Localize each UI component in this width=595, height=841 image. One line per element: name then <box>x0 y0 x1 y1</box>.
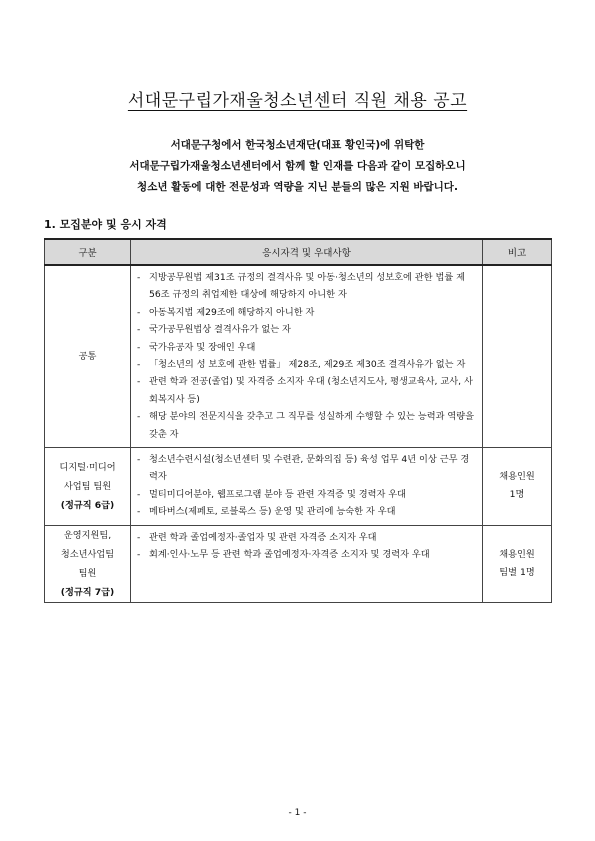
qualification-text: 아동복지법 제29조에 해당하지 아니한 자 <box>149 306 315 318</box>
qualification-item <box>137 339 476 356</box>
qualification-text: 국가공무원법상 결격사유가 없는 자 <box>149 324 291 336</box>
qualification-list <box>137 269 476 443</box>
qualifications-cell <box>131 448 483 526</box>
table-row <box>45 265 552 448</box>
qualification-list <box>137 451 476 521</box>
dash-bullet-icon: - <box>137 411 141 423</box>
header-note: 비고 <box>483 239 552 265</box>
qualification-item <box>137 304 476 321</box>
intro-line: 청소년 활동에 대한 전문성과 역량을 지닌 분들의 많은 지원 바랍니다. <box>137 181 458 193</box>
header-qualifications: 응시자격 및 우대사항 <box>131 239 483 265</box>
note-line: 채용인원 <box>499 471 535 483</box>
dash-bullet-icon: - <box>137 324 141 336</box>
qualification-item <box>137 321 476 338</box>
note-cell <box>483 265 552 448</box>
qualification-item <box>137 356 476 373</box>
qualification-item <box>137 529 476 546</box>
category-cell <box>45 448 131 526</box>
qualifications-cell <box>131 525 483 602</box>
recruitment-table <box>44 238 552 603</box>
grade-label: (정규직 7급) <box>60 586 115 598</box>
note-line: 채용인원 <box>499 548 535 560</box>
intro-paragraph <box>0 135 595 198</box>
category-line: 운영지원팀, <box>63 529 112 541</box>
header-category: 구분 <box>45 239 131 265</box>
qualifications-cell <box>131 265 483 448</box>
note-line: 팀별 1명 <box>499 566 535 578</box>
category-cell <box>45 265 131 448</box>
category-line: 청소년사업팀 <box>60 548 115 560</box>
dash-bullet-icon: - <box>137 488 141 500</box>
dash-bullet-icon: - <box>137 549 141 561</box>
category-line: 팀원 <box>78 567 97 579</box>
dash-bullet-icon: - <box>137 506 141 518</box>
document-title-text: 서대문구립가재울청소년센터 직원 채용 공고 <box>127 91 468 111</box>
qualification-text: 청소년수련시설(청소년센터 및 수련관, 문화의집 등) 육성 업무 4년 이상 근무 경력자 <box>149 454 470 483</box>
table-header-row <box>45 239 552 265</box>
dash-bullet-icon: - <box>137 306 141 318</box>
qualification-item <box>137 269 476 304</box>
dash-bullet-icon: - <box>137 272 141 283</box>
intro-line: 서대문구청에서 한국청소년재단(대표 황인국)에 위탁한 <box>170 139 425 151</box>
qualification-text: 관련 학과 졸업예정자·졸업자 및 관련 자격증 소지자 우대 <box>149 531 377 543</box>
qualification-text: 관련 학과 전공(졸업) 및 자격증 소지자 우대 (청소년지도사, 평생교육사, 교사, 사회복지사 등) <box>149 376 473 405</box>
dash-bullet-icon: - <box>137 454 141 466</box>
qualification-item <box>137 408 476 443</box>
table-row <box>45 448 552 526</box>
dash-bullet-icon: - <box>137 376 141 388</box>
grade-label: (정규직 6급) <box>60 499 115 511</box>
note-line: 1명 <box>509 489 525 501</box>
qualification-list <box>137 529 476 564</box>
note-cell <box>483 525 552 602</box>
qualification-text: 회계·인사·노무 등 관련 학과 졸업예정자·자격증 소지자 및 경력자 우대 <box>149 549 430 561</box>
table-row <box>45 525 552 602</box>
category-cell <box>45 525 131 602</box>
qualification-item <box>137 451 476 486</box>
qualification-item <box>137 503 476 520</box>
category-line: 공통 <box>78 351 97 363</box>
category-line: 사업팀 팀원 <box>63 480 112 492</box>
qualification-item <box>137 546 476 563</box>
qualification-item <box>137 373 476 408</box>
qualification-text: 멀티미디어분야, 웹프로그램 분야 등 관련 자격증 및 경력자 우대 <box>149 488 407 500</box>
dash-bullet-icon: - <box>137 531 141 543</box>
section-heading: 1. 모집분야 및 응시 자격 <box>44 218 167 231</box>
qualification-item <box>137 486 476 503</box>
qualification-text: 「청소년의 성 보호에 관한 법률」 제28조, 제29조 제30조 결격사유가 없는 자 <box>149 359 466 371</box>
qualification-text: 국가유공자 및 장애인 우대 <box>149 341 256 353</box>
intro-line: 서대문구립가재울청소년센터에서 함께 할 인재를 다음과 같이 모집하오니 <box>129 160 466 172</box>
page-number: - 1 - <box>288 808 307 818</box>
dash-bullet-icon: - <box>137 341 141 353</box>
qualification-text: 해당 분야의 전문지식을 갖추고 그 직무를 성실하게 수행할 수 있는 능력과 역량을 갖춘 자 <box>149 411 475 440</box>
note-cell <box>483 448 552 526</box>
qualification-text: 지방공무원법 제31조 규정의 결격사유 및 아동·청소년의 성보호에 관한 법률 제56조 규정의 취업제한 대상에 해당하지 아니한 자 <box>149 272 466 301</box>
document-title <box>0 86 595 111</box>
category-line: 디지털·미디어 <box>59 461 116 473</box>
dash-bullet-icon: - <box>137 359 141 371</box>
qualification-text: 메타버스(제페토, 로블록스 등) 운영 및 관리에 능숙한 자 우대 <box>149 506 396 518</box>
